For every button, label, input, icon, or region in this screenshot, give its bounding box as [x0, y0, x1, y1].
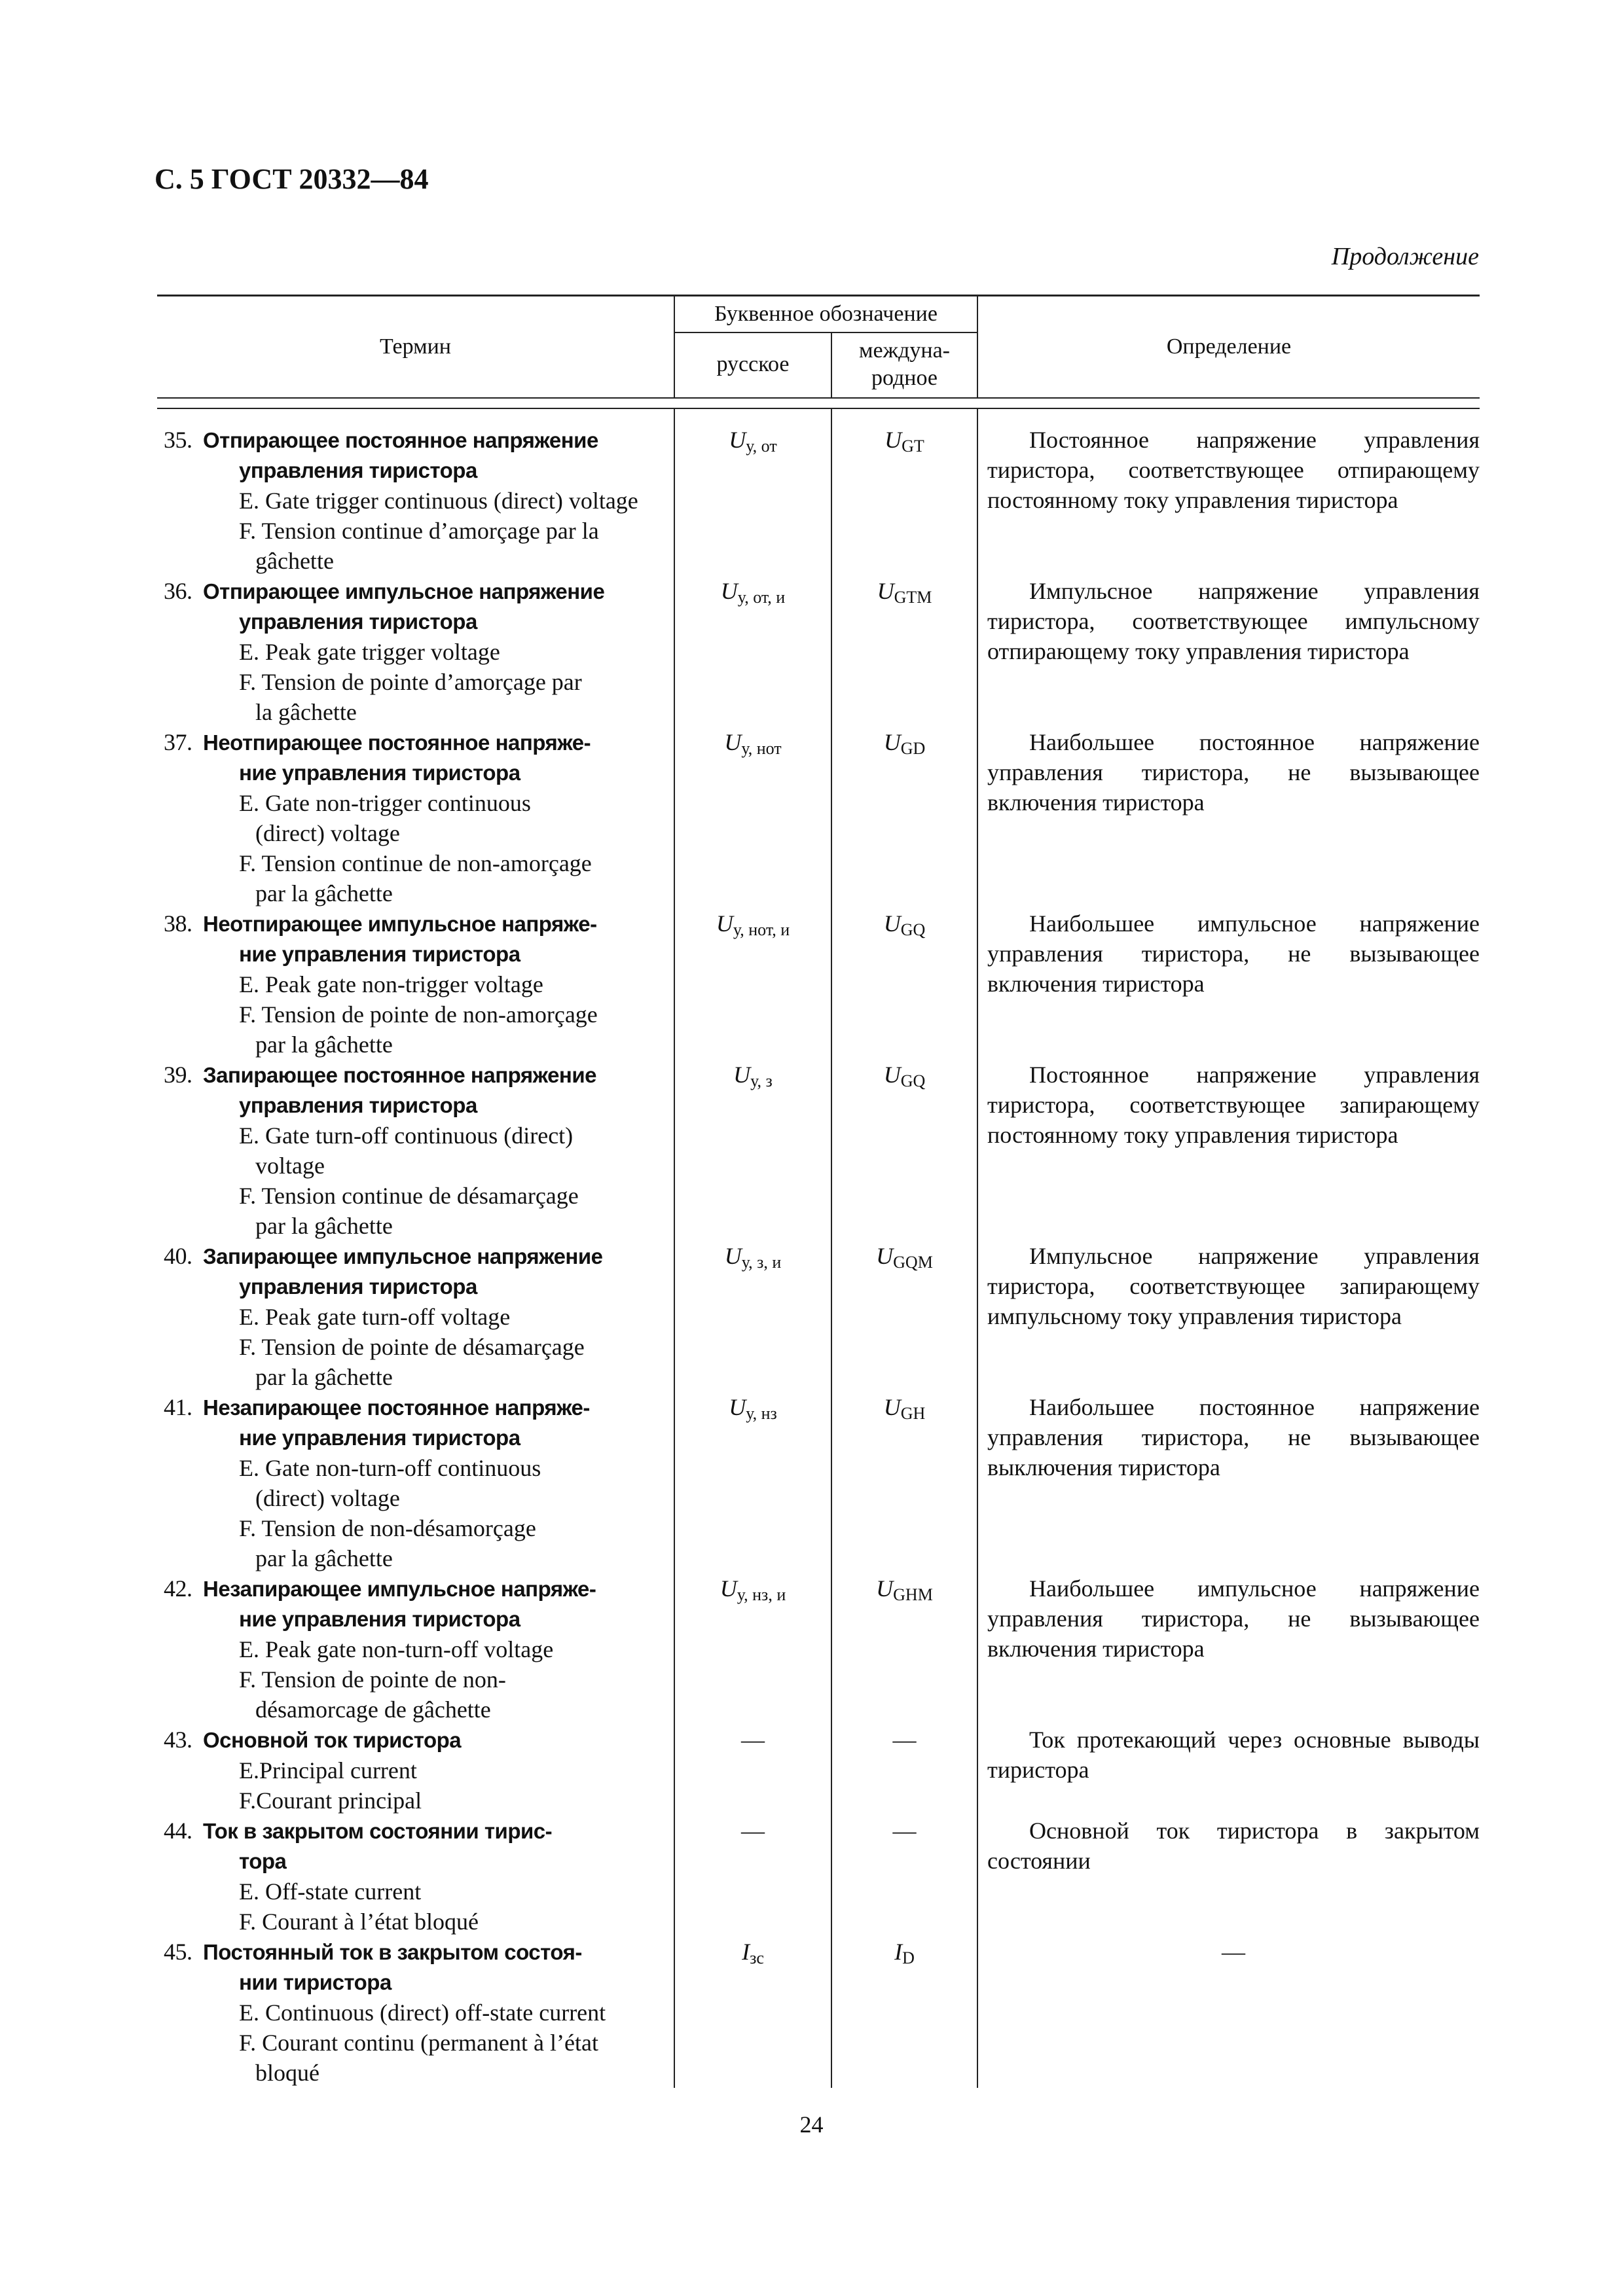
definition-cell: — — [977, 1937, 1480, 2088]
term-number: 35. — [164, 427, 192, 453]
terms-table — [157, 295, 1480, 2088]
term-number: 38. — [164, 910, 192, 937]
term-french: F. Courant à l’état bloqué — [239, 1909, 479, 1935]
term-number: 43. — [164, 1727, 192, 1753]
page-number: 24 — [799, 2111, 824, 2138]
definition-cell: Ток протекающий через основные выводы тиристора — [977, 1725, 1480, 1816]
term-french: bloqué — [255, 2060, 319, 2086]
term-russian: 40. Запирающее импульсное напряжение — [164, 1241, 667, 1272]
term-russian: управления тиристора — [239, 458, 477, 482]
term-russian: ние управления тиристора — [239, 942, 520, 966]
definition-cell: Импульсное напряжение управления тиристора, соответствующее запирающему импульсному току управления тиристора — [977, 1241, 1480, 1392]
term-english: E. Peak gate non-trigger voltage — [239, 971, 543, 997]
term-english: E. Gate trigger continuous (direct) voltage — [239, 488, 638, 514]
term-number: 44. — [164, 1818, 192, 1844]
symbol-russian: $U_{у, нз, и}$ — [674, 1573, 831, 1725]
term-french: F. Tension continue de non-amorçage — [239, 850, 592, 876]
term-french: par la gâchette — [255, 1031, 393, 1058]
term-russian: 38. Неотпирающее импульсное напряже- — [164, 908, 667, 939]
symbol-international: $U_{GD}$ — [831, 727, 977, 908]
symbol-russian: — — [674, 1725, 831, 1816]
term-french: F. Tension de pointe de non-amorçage — [239, 1001, 598, 1028]
term-russian: ние управления тиристора — [239, 1607, 520, 1631]
term-russian: управления тиристора — [239, 1093, 477, 1117]
definition-cell: Наибольшее импульсное напряжение управления тиристора, не вызывающее включения тиристора — [977, 908, 1480, 1060]
header-international: междуна- родное — [831, 332, 977, 398]
term-english: (direct) voltage — [255, 820, 400, 846]
term-cell — [157, 1573, 674, 1725]
term-english: E. Continuous (direct) off-state current — [239, 2000, 606, 2026]
term-russian: 41. Незапирающее постоянное напряже- — [164, 1392, 667, 1423]
term-english: E. Gate non-turn-off continuous — [239, 1455, 541, 1481]
term-english: E. Gate non-trigger continuous — [239, 790, 531, 816]
term-french: F. Tension de non-désamorçage — [239, 1515, 536, 1541]
term-russian: 43. Основной ток тиристора — [164, 1725, 667, 1755]
term-french: F. Tension continue de désamarçage — [239, 1183, 579, 1209]
symbol-russian: $U_{у, нз}$ — [674, 1392, 831, 1573]
definition-cell: Наибольшее постоянное напряжение управления тиристора, не вызывающее выключения тиристора — [977, 1392, 1480, 1573]
term-cell — [157, 576, 674, 727]
symbol-russian: $U_{у, з, и}$ — [674, 1241, 831, 1392]
term-french: la gâchette — [255, 699, 357, 725]
symbol-international: $U_{GHM}$ — [831, 1573, 977, 1725]
term-cell — [157, 1241, 674, 1392]
term-french: par la gâchette — [255, 1213, 393, 1239]
term-russian: 42. Незапирающее импульсное напряже- — [164, 1573, 667, 1604]
term-french: F. Tension de pointe de désamarçage — [239, 1334, 585, 1360]
term-english: (direct) voltage — [255, 1485, 400, 1511]
header-divider — [157, 398, 1480, 408]
symbol-russian: $I_{зс}$ — [674, 1937, 831, 2088]
continuation-label: Продолжение — [1331, 243, 1479, 270]
page-header: С. 5 ГОСТ 20332—84 — [155, 163, 429, 195]
term-russian: управления тиристора — [239, 1274, 477, 1299]
term-number: 40. — [164, 1243, 192, 1269]
definition-cell: Наибольшее импульсное напряжение управления тиристора, не вызывающее включения тиристора — [977, 1573, 1480, 1725]
term-french: F. Courant continu (permanent à l’état — [239, 2030, 598, 2056]
table-row — [157, 1241, 1480, 1392]
symbol-russian: $U_{у, от}$ — [674, 408, 831, 576]
table-row — [157, 1060, 1480, 1241]
symbol-international: $U_{GT}$ — [831, 408, 977, 576]
symbol-russian: $U_{у, з}$ — [674, 1060, 831, 1241]
term-cell — [157, 1725, 674, 1816]
table-row — [157, 1392, 1480, 1573]
symbol-russian: $U_{у, от, и}$ — [674, 576, 831, 727]
term-french: F. Tension continue d’amorçage par la — [239, 518, 599, 544]
term-number: 41. — [164, 1394, 192, 1420]
term-russian: 44. Ток в закрытом состоянии тирис- — [164, 1816, 667, 1846]
term-cell — [157, 1816, 674, 1937]
term-russian: 36. Отпирающее импульсное напряжение — [164, 576, 667, 607]
header-letter-designation: Буквенное обозначение — [674, 296, 977, 333]
term-cell — [157, 1937, 674, 2088]
term-russian: 39. Запирающее постоянное напряжение — [164, 1060, 667, 1090]
table-row — [157, 1816, 1480, 1937]
term-number: 36. — [164, 578, 192, 604]
term-number: 45. — [164, 1939, 192, 1965]
definition-cell: Импульсное напряжение управления тиристора, соответствующее импульсному отпирающему току управления тиристора — [977, 576, 1480, 727]
table-row — [157, 408, 1480, 576]
symbol-international: — — [831, 1816, 977, 1937]
term-french: par la gâchette — [255, 1545, 393, 1571]
term-french: par la gâchette — [255, 1364, 393, 1390]
term-english: E.Principal current — [239, 1757, 417, 1784]
term-french: F.Courant principal — [239, 1787, 422, 1814]
term-cell — [157, 408, 674, 576]
table-row — [157, 576, 1480, 727]
definition-cell: Постоянное напряжение управления тиристора, соответствующее отпирающему постоянному току управления тиристора — [977, 408, 1480, 576]
term-cell — [157, 727, 674, 908]
term-english: E. Off-state current — [239, 1878, 422, 1905]
table-row — [157, 1937, 1480, 2088]
symbol-international: $U_{GQ}$ — [831, 1060, 977, 1241]
term-russian: ние управления тиристора — [239, 1426, 520, 1450]
term-english: E. Peak gate turn-off voltage — [239, 1304, 511, 1330]
table-body — [157, 408, 1480, 2088]
table-row — [157, 1573, 1480, 1725]
definition-cell: Постоянное напряжение управления тиристора, соответствующее запирающему постоянному току управления тиристора — [977, 1060, 1480, 1241]
term-number: 42. — [164, 1575, 192, 1602]
symbol-international: $I_D$ — [831, 1937, 977, 2088]
symbol-russian: $U_{у, нот, и}$ — [674, 908, 831, 1060]
term-russian: 45. Постоянный ток в закрытом состоя- — [164, 1937, 667, 1967]
term-russian: нии тиристора — [239, 1970, 392, 1994]
definition-cell: Наибольшее постоянное напряжение управления тиристора, не вызывающее включения тиристора — [977, 727, 1480, 908]
table-row — [157, 727, 1480, 908]
term-french: F. Tension de pointe d’amorçage par — [239, 669, 582, 695]
header-definition: Определение — [977, 296, 1480, 399]
table-row — [157, 908, 1480, 1060]
term-russian: тора — [239, 1849, 287, 1873]
term-french: désamorcage de gâchette — [255, 1696, 491, 1723]
term-english: E. Gate turn-off continuous (direct) — [239, 1122, 574, 1149]
header-russian: русское — [674, 332, 831, 398]
term-english: E. Peak gate trigger voltage — [239, 639, 500, 665]
term-english: voltage — [255, 1153, 325, 1179]
term-number: 39. — [164, 1062, 192, 1088]
symbol-international: — — [831, 1725, 977, 1816]
term-english: E. Peak gate non-turn-off voltage — [239, 1636, 554, 1662]
symbol-russian: $U_{у, нот}$ — [674, 727, 831, 908]
symbol-international: $U_{GQ}$ — [831, 908, 977, 1060]
term-cell — [157, 908, 674, 1060]
term-cell — [157, 1060, 674, 1241]
term-russian: управления тиристора — [239, 609, 477, 634]
term-french: par la gâchette — [255, 880, 393, 906]
term-cell — [157, 1392, 674, 1573]
symbol-international: $U_{GQM}$ — [831, 1241, 977, 1392]
term-french: F. Tension de pointe de non- — [239, 1666, 506, 1693]
term-french: gâchette — [255, 548, 334, 574]
header-term: Термин — [157, 296, 674, 399]
symbol-international: $U_{GTM}$ — [831, 576, 977, 727]
term-number: 37. — [164, 729, 192, 755]
term-russian: 35. Отпирающее постоянное напряжение — [164, 425, 667, 456]
term-russian: 37. Неотпирающее постоянное напряже- — [164, 727, 667, 758]
symbol-russian: — — [674, 1816, 831, 1937]
symbol-international: $U_{GH}$ — [831, 1392, 977, 1573]
table-row — [157, 1725, 1480, 1816]
term-russian: ние управления тиристора — [239, 761, 520, 785]
definition-cell: Основной ток тиристора в закрытом состоянии — [977, 1816, 1480, 1937]
